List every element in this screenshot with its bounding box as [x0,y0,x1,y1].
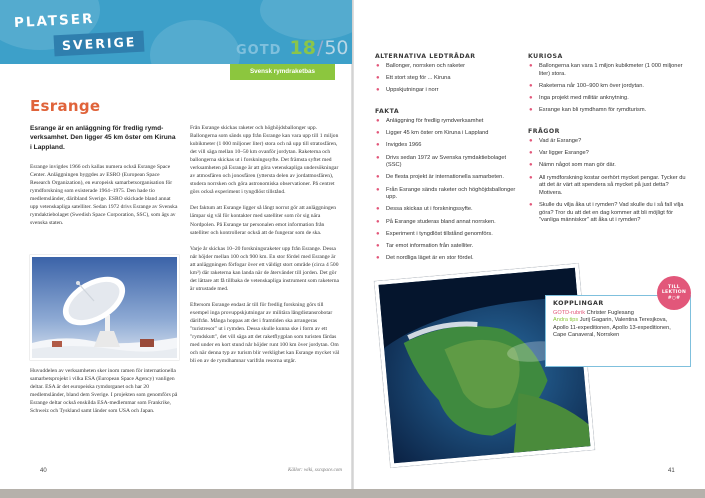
list-item: ● Uppskjutningar i norr [376,87,439,94]
body-paragraph: Eftersom Esrange endast är till för fredlig forskning görs till exempel inga provuppskjutningar av militära långdistansrobotar därifrån. Många hoppas att det i framtiden ska arrangeras "turistresor" ut i rymden. Dessa skulle kunna ske i form av ett "rymdskutt", det vill säga att det raketflygplan som turisten färdas med under en kort stund når höjder runt 100 km över jordytan. Om och när denna typ av turism blir verklighet kan Esrange mycket väl bli en av de rymdhamnar varifrån resorna utgår. [190,301,340,365]
bullet-icon: ● [529,150,533,157]
list-item: ● All rymdforskning kostar oerhört mycket pengar. Tycker du att det är värt att spendera så mycket på just detta? Motivera. [529,174,686,196]
fakta-list [375,118,517,267]
bullet-icon: ● [529,94,533,101]
list-item: ● Ballongerna kan vara 1 miljon kubikmeter (1 000 miljoner liter) stora. [529,63,683,77]
body-paragraph: Det faktum att Esrange ligger så långt norrut gör att anläggningen lämpar sig väl för kontakter med satelliter som rör sig nära Nordpolen. På Esrange tar personalen emot information från satelliter och kontrollerar också att de fungerar som de ska. [190,205,337,236]
gotd-counter [236,37,349,59]
alternative-clues-list [375,63,515,100]
gotd-number: 18 [289,37,316,59]
gotd-reference [553,310,683,318]
bullet-icon: ● [376,218,380,225]
left-column-top [30,163,180,235]
kuriosa-heading: KURIOSA [528,53,563,60]
gotd-label: GOTD [236,43,282,58]
bullet-icon: ● [376,242,380,249]
list-item: ● Raketerna når 100–900 km över jordytan. [529,82,644,89]
list-item: ● Från Esrange sänds raketer och höghöjdsballonger upp. [376,186,516,201]
bullet-icon: ● [529,107,533,114]
bullet-icon: ● [529,82,533,89]
list-item: ● Vad är Esrange? [529,138,582,144]
other-tips [553,317,683,340]
footer-note: Källor: wiki, sscspace.com [288,468,342,473]
lesson-badge-label: TILL LEKTION [661,285,687,296]
list-item: ● På Esrange studeras bland annat norrsken. [376,218,496,225]
body-paragraph: Varje år skickas 10–20 forskningsraketer upp från Esrange. Dessa når höjder mellan 100 och 900 km. En stor fördel med Esrange är att anläggningen förfogar över ett väldigt stort område (circa 4 500 km²) där raketerna kan landa när de återvänder till jorden. Det gör det lättare att få tillbaka de vetenskapliga instrument som raketerna är utrustade med. [190,245,339,292]
bullet-icon: ● [376,118,380,124]
connections-heading: KOPPLINGAR [553,300,604,307]
bullet-icon: ● [529,174,533,181]
bullet-icon: ● [376,206,380,213]
other-tips-value: Jurij Gagarin, Valentina Teresjkova, Apollo 11-expeditionen, Apollo 13-expeditionen, Cape Canaveral, Norrsken [553,317,671,339]
list-item: ● De flesta projekt är internationella samarbeten. [376,174,504,181]
fragor-list [528,138,690,229]
bullet-icon: ● [376,75,380,82]
gotd-total: 50 [324,37,349,59]
lead-paragraph: Esrange är en anläggning för fredlig rymdverksamhet. Den ligger 45 km öster om Kiruna i Lappland. [30,125,176,151]
bullet-icon: ● [376,142,380,149]
list-item: ● Var ligger Esrange? [529,150,589,157]
bullet-icon: ● [376,174,380,181]
topic-tag: Svensk rymdraketbas [230,64,335,80]
body-paragraph: Esrange invigdes 1966 och kallas numera också Esrange Space Center. Anläggningen byggdes av ESRO (European Space Research Organization), en europeisk samarbetsorganisation för rymdforskning som existerade 1964–1975. Den hade tio medlemsländer, däribland Sverige. ESRO skickade bland annat upp vetenskapliga satelliter. Sedan 1972 drivs Esrange av Svenska rymdaktiebolaget (Swedish Space Corporation, SSC), som ägs av svenska staten. [30,164,178,227]
list-item: ● Tar emot information från satelliter. [376,242,474,249]
list-item: ● Esrange kan bli rymdhamn för rymdturism. [529,107,647,114]
list-item: ● Anläggning för fredlig rymdverksamhet [376,118,484,124]
book-gutter [351,0,354,490]
lesson-badge [657,276,691,310]
bullet-icon: ● [376,154,380,161]
page-title: Esrange [30,97,101,115]
gotd-reference-value: Christer Fuglesang [586,309,634,316]
left-column-bottom [30,367,180,423]
list-item: ● Ligger 45 km öster om Kiruna i Lappland [376,130,489,137]
lesson-badge-icons: #○# [667,295,681,301]
other-tips-label: Andra tips [553,317,579,324]
middle-column [190,124,340,373]
kuriosa-list [528,63,688,119]
body-paragraph: Huvuddelen av verksamheten sker inom ramen för internationella samarbetsprojekt i vilka ESA (European Space Agency) vanligen deltar. ESA är det europeiska rymdorganet och har 20 medlemsländer, bland dem Sverige. I projekten som genomförs på Esrange deltar också enskilda ESA-medlemmar som Frankrike, Schweiz och Tyskland samt länder som USA och Japan. [30,368,178,415]
list-item: ● Experiment i tyngdlöst tillstånd genomförs. [376,230,493,237]
fakta-heading: FAKTA [375,108,400,115]
list-item: ● Invigdes 1966 [376,142,422,149]
list-item: ● Det nordliga läget är en stor fördel. [376,255,474,262]
list-item: ● Inga projekt med militär anknytning. [529,94,629,101]
page-number-left: 40 [40,468,47,474]
bullet-icon: ● [376,130,380,137]
list-item: ● Ballonger, norrsken och raketer [376,63,466,69]
gotd-separator: / [316,37,324,59]
list-item: ● Ett stort steg för ... Kiruna [376,75,451,82]
antenna-photo [30,255,179,360]
bullet-icon: ● [376,255,380,262]
bullet-icon: ● [376,63,380,69]
fragor-heading: FRÅGOR [528,128,560,135]
sverige-heading: SVERIGE [54,31,145,57]
bottom-edge-strip [0,489,705,498]
page-number-right: 41 [668,468,675,474]
list-item: ● Nämn något som man gör där. [529,162,616,169]
list-item: ● Drivs sedan 1972 av Svenska rymdaktiebolaget (SSC) [376,154,507,169]
bullet-icon: ● [376,186,380,193]
gotd-reference-label: GOTD-rubrik [553,309,586,316]
alternative-clues-heading: ALTERNATIVA LEDTRÅDAR [375,53,476,60]
bullet-icon: ● [376,230,380,237]
bullet-icon: ● [376,87,380,94]
bullet-icon: ● [529,63,533,69]
bullet-icon: ● [529,138,533,144]
bullet-icon: ● [529,201,533,208]
bullet-icon: ● [529,162,533,169]
platser-heading: PLATSER [13,10,95,32]
body-paragraph: Från Esrange skickas raketer och höghöjdsballonger upp. Ballongerna som sänds upp från Esrange kan vara upp till 1 miljon kubikmeter (1 000 miljoner liter) stora och nå upp till stratosfären, det vill säga mellan 10–50 km ovanför jordytan. Raketerna och ballongerna skickas ut i forskningssyfte. Det främsta syftet med verksamheten på Esrange är att göra vetenskapliga undersökningar av atmosfären och jonosfären (yttersta delen av jordatmosfären), studera norrsken och göra astronomiska observationer. På centret görs också experiment i tyngdlöst tillstånd. [190,125,339,196]
list-item: ● Dessa skickas ut i forskningssyfte. [376,206,473,213]
list-item: ● Skulle du vilja åka ut i rymden? Vad skulle du i så fall vilja göra? Tror du att det en dag kommer att bli möjligt för "vanliga människor" att åka ut i rymden? [529,201,684,224]
